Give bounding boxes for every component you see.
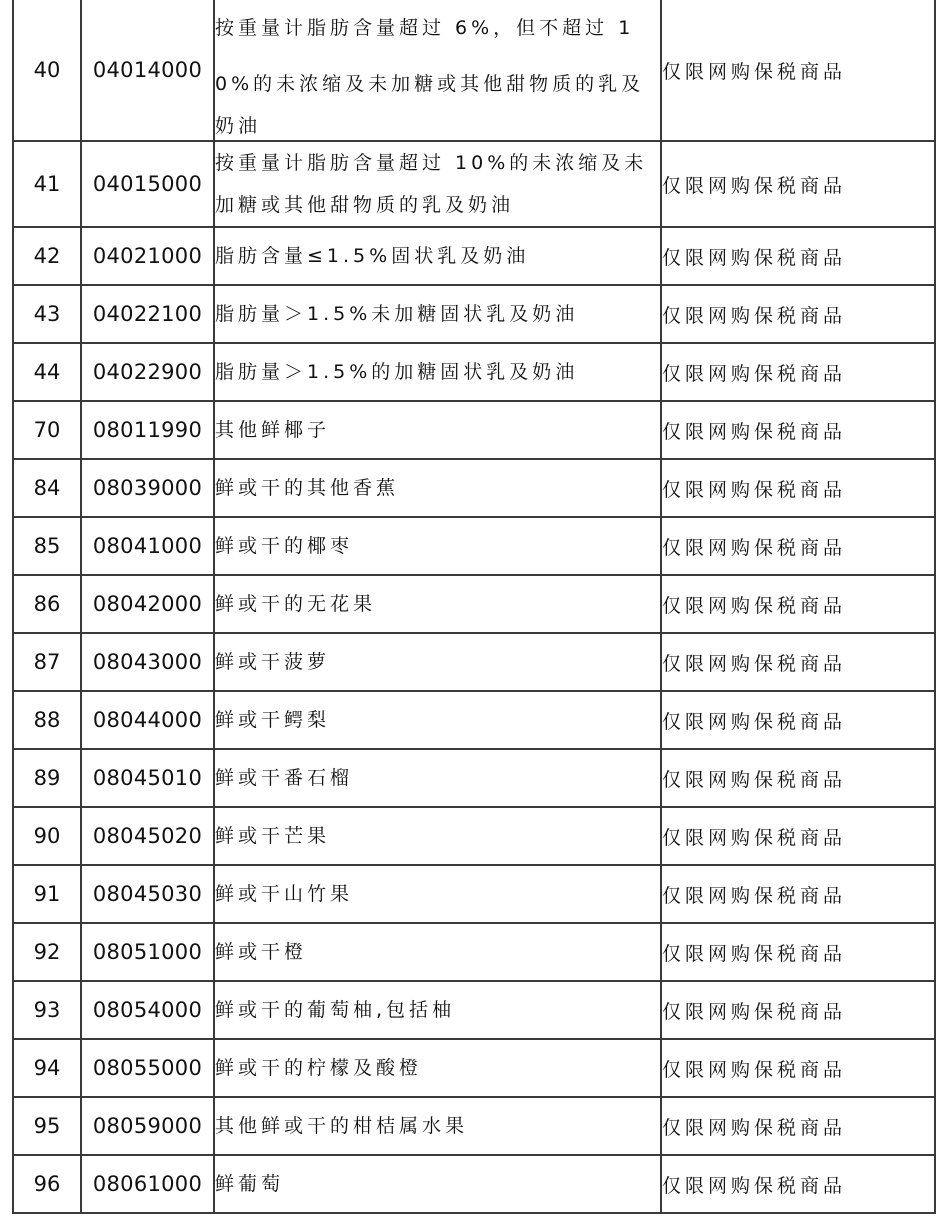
- tariff-code: 08061000: [81, 1155, 214, 1213]
- product-name: 鲜或干的无花果: [214, 575, 661, 633]
- tariff-code: 08045030: [81, 865, 214, 923]
- table-row: [13, 749, 935, 807]
- table-row: [13, 575, 935, 633]
- table-row: [13, 459, 935, 517]
- tariff-code: 04022900: [81, 343, 214, 401]
- row-number: 70: [13, 401, 81, 459]
- product-name: [214, 141, 661, 227]
- tariff-code: 04015000: [81, 141, 214, 227]
- remark: 仅限网购保税商品: [661, 141, 935, 227]
- row-number: 44: [13, 343, 81, 401]
- product-name: 鲜葡萄: [214, 1155, 661, 1213]
- product-name: 脂肪含量≤1.5%固状乳及奶油: [214, 227, 661, 285]
- table-row: [13, 981, 935, 1039]
- row-number: 85: [13, 517, 81, 575]
- product-name: 鲜或干的葡萄柚,包括柚: [214, 981, 661, 1039]
- tariff-code: 08043000: [81, 633, 214, 691]
- remark: 仅限网购保税商品: [661, 1155, 935, 1213]
- row-number: 92: [13, 923, 81, 981]
- remark: 仅限网购保税商品: [661, 285, 935, 343]
- tariff-code: 08055000: [81, 1039, 214, 1097]
- row-number: 86: [13, 575, 81, 633]
- remark: 仅限网购保税商品: [661, 227, 935, 285]
- product-name-line: 0%的未浓缩及未加糖或其他甜物质的乳及: [215, 73, 645, 95]
- row-number: 43: [13, 285, 81, 343]
- tariff-code: 04021000: [81, 227, 214, 285]
- product-name: 鲜或干的柠檬及酸橙: [214, 1039, 661, 1097]
- table-row: [13, 227, 935, 285]
- product-name-line: 加糖或其他甜物质的乳及奶油: [215, 194, 515, 216]
- row-number: 41: [13, 141, 81, 227]
- product-name: 鲜或干橙: [214, 923, 661, 981]
- product-name: [214, 0, 661, 141]
- product-name: 其他鲜椰子: [214, 401, 661, 459]
- product-name: 鲜或干山竹果: [214, 865, 661, 923]
- table-row: [13, 1155, 935, 1213]
- product-name: 鲜或干番石榴: [214, 749, 661, 807]
- product-name: 鲜或干的其他香蕉: [214, 459, 661, 517]
- tariff-code: 08011990: [81, 401, 214, 459]
- tariff-code: 08045010: [81, 749, 214, 807]
- row-number: 96: [13, 1155, 81, 1213]
- remark: 仅限网购保税商品: [661, 517, 935, 575]
- product-name-line: 按重量计脂肪含量超过 10%的未浓缩及未: [215, 152, 648, 174]
- remark: 仅限网购保税商品: [661, 865, 935, 923]
- table-row: [13, 343, 935, 401]
- remark: 仅限网购保税商品: [661, 691, 935, 749]
- product-name-line: 奶油: [215, 115, 262, 137]
- row-number: 89: [13, 749, 81, 807]
- remark: 仅限网购保税商品: [661, 0, 935, 141]
- row-number: 88: [13, 691, 81, 749]
- product-name: 脂肪量＞1.5%的加糖固状乳及奶油: [214, 343, 661, 401]
- table-row: [13, 1097, 935, 1155]
- table-row: [13, 923, 935, 981]
- table-row: [13, 0, 935, 141]
- product-name: 鲜或干鳄梨: [214, 691, 661, 749]
- product-name: 脂肪量＞1.5%未加糖固状乳及奶油: [214, 285, 661, 343]
- table-row: [13, 865, 935, 923]
- row-number: 84: [13, 459, 81, 517]
- remark: 仅限网购保税商品: [661, 633, 935, 691]
- tariff-code: 08054000: [81, 981, 214, 1039]
- remark: 仅限网购保税商品: [661, 807, 935, 865]
- product-name: 鲜或干菠萝: [214, 633, 661, 691]
- remark: 仅限网购保税商品: [661, 1097, 935, 1155]
- row-number: 93: [13, 981, 81, 1039]
- table-row: [13, 691, 935, 749]
- tariff-code: 04014000: [81, 0, 214, 141]
- row-number: 42: [13, 227, 81, 285]
- remark: 仅限网购保税商品: [661, 981, 935, 1039]
- product-name-line: 按重量计脂肪含量超过 6%，但不超过 1: [215, 17, 635, 39]
- product-name: 鲜或干的椰枣: [214, 517, 661, 575]
- table-row: [13, 633, 935, 691]
- remark: 仅限网购保税商品: [661, 343, 935, 401]
- table-row: [13, 807, 935, 865]
- remark: 仅限网购保税商品: [661, 749, 935, 807]
- product-name: 其他鲜或干的柑桔属水果: [214, 1097, 661, 1155]
- tariff-code: 08042000: [81, 575, 214, 633]
- remark: 仅限网购保税商品: [661, 459, 935, 517]
- table-row: [13, 141, 935, 227]
- tariff-code: 08039000: [81, 459, 214, 517]
- remark: 仅限网购保税商品: [661, 575, 935, 633]
- tariff-code: 08045020: [81, 807, 214, 865]
- tariff-code: 08041000: [81, 517, 214, 575]
- row-number: 90: [13, 807, 81, 865]
- product-name: 鲜或干芒果: [214, 807, 661, 865]
- table-row: [13, 401, 935, 459]
- tariff-code: 08059000: [81, 1097, 214, 1155]
- row-number: 40: [13, 0, 81, 141]
- row-number: 95: [13, 1097, 81, 1155]
- table-row: [13, 285, 935, 343]
- tariff-code: 08044000: [81, 691, 214, 749]
- remark: 仅限网购保税商品: [661, 1039, 935, 1097]
- goods-table: [12, 0, 936, 1214]
- row-number: 91: [13, 865, 81, 923]
- row-number: 87: [13, 633, 81, 691]
- remark: 仅限网购保税商品: [661, 401, 935, 459]
- tariff-code: 04022100: [81, 285, 214, 343]
- tariff-code: 08051000: [81, 923, 214, 981]
- remark: 仅限网购保税商品: [661, 923, 935, 981]
- row-number: 94: [13, 1039, 81, 1097]
- table-row: [13, 517, 935, 575]
- table-row: [13, 1039, 935, 1097]
